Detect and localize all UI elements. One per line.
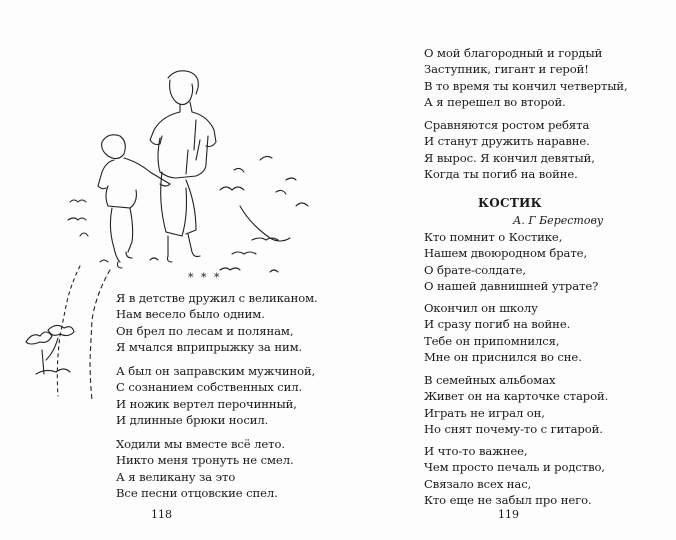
poem-line: О нашей давнишней утрате?: [424, 279, 599, 294]
poem-line: В то время ты кончил четвертый,: [424, 78, 628, 93]
poem-line: И что-то важнее,: [424, 444, 528, 458]
poem-line: Но снят почему-то с гитарой.: [424, 422, 603, 437]
kostik-stanza-1: [424, 229, 598, 295]
poem-line: О брате-солдате,: [424, 262, 526, 277]
poem-line: Я в детстве дружил с великаном.: [116, 291, 318, 305]
poem-line: Когда ты погиб на войне.: [424, 167, 578, 182]
poem-line: А я перешел во второй.: [424, 95, 566, 110]
page-number: 118: [151, 508, 172, 521]
poem-line: Тебе он припомнился,: [424, 333, 560, 348]
poem-line: Чем просто печаль и родство,: [424, 460, 606, 475]
poem-line: Нашем двоюродном брате,: [424, 246, 588, 261]
kostik-stanza-2: [424, 300, 582, 366]
section-separator: * * *: [188, 271, 222, 284]
poem-line: Сравняются ростом ребята: [424, 118, 590, 132]
poem-line: В семейных альбомах: [424, 373, 556, 387]
poem-dedication: А. Г Берестову: [513, 214, 604, 227]
kostik-stanza-4: [424, 443, 605, 509]
poem-line: Он брел по лесам и полянам,: [116, 323, 294, 338]
poem-line: Живет он на карточке старой.: [424, 389, 609, 404]
right-page: [338, 0, 676, 540]
page-number: 119: [498, 508, 519, 521]
poem-line: Мне он приснился во сне.: [424, 350, 582, 365]
poem-line: С сознанием собственных сил.: [116, 380, 303, 395]
poem-line: О мой благородный и гордый: [424, 46, 603, 60]
poem-line: И ножик вертел перочинный,: [116, 396, 297, 411]
poem-line: И станут дружить наравне.: [424, 134, 590, 149]
poem-line: И сразу погиб на войне.: [424, 317, 571, 332]
kostik-stanza-3: [424, 372, 608, 438]
poem-stanza-3: [116, 436, 294, 502]
poem-stanza-1: [116, 290, 318, 356]
poem-line: Ходили мы вместе всё лето.: [116, 437, 285, 451]
poem-line: Нам весело было одним.: [116, 307, 265, 322]
poem-line: Заступник, гигант и герой!: [424, 62, 589, 77]
poem-stanza-4: [424, 45, 628, 111]
poem-stanza-5: [424, 117, 595, 183]
poem-line: Я вырос. Я кончил девятый,: [424, 150, 595, 165]
poem-stanza-2: [116, 363, 315, 429]
poem-line: Играть не играл он,: [424, 405, 545, 420]
poem-line: Кто помнит о Костике,: [424, 230, 563, 244]
poem-line: Все песни отцовские спел.: [116, 486, 278, 501]
poem-line: Окончил он школу: [424, 301, 538, 315]
poem-line: А был он заправским мужчиной,: [116, 364, 316, 378]
poem-line: И длинные брюки носил.: [116, 413, 269, 428]
poem-title: КОСТИК: [478, 196, 542, 210]
poem-line: Связало всех нас,: [424, 476, 532, 491]
poem-line: Я мчался вприпрыжку за ним.: [116, 340, 303, 355]
poem-line: Кто еще не забыл про него.: [424, 493, 592, 508]
poem-line: А я великану за это: [116, 469, 236, 484]
poem-line: Никто меня тронуть не смел.: [116, 453, 294, 468]
